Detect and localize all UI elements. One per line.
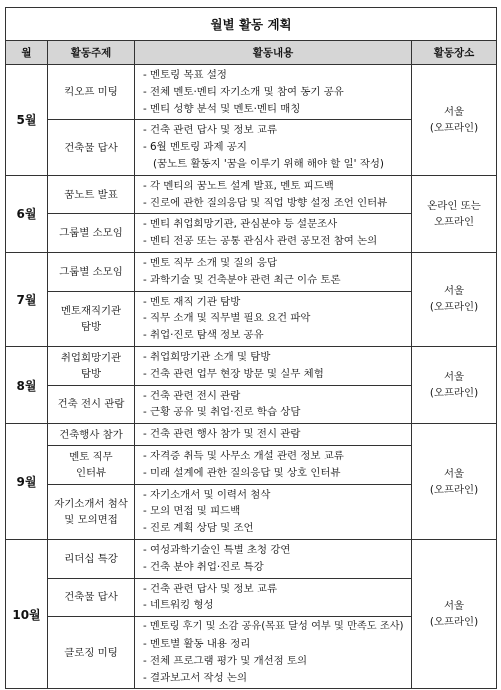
table-row: [6, 539, 497, 578]
place-cell: [412, 539, 497, 688]
activity-list: [143, 542, 405, 576]
activity-item: - 각 멘티의 꿈노트 설계 발표, 멘토 피드백: [143, 179, 334, 192]
activity-item: - 멘티 전공 또는 공통 관심사 관련 공모전 참여 논의: [143, 235, 378, 248]
place-cell: [412, 252, 497, 346]
place-line: 서울: [443, 371, 465, 384]
topic-cell: [48, 424, 135, 446]
activity-item: - 멘티 성향 분석 및 멘토·멘티 매칭: [143, 102, 301, 115]
place-cell: [412, 424, 497, 540]
content-cell: [135, 252, 412, 291]
topic-name: 그룹별 소모임: [59, 227, 123, 240]
activity-item: - 자기소개서 및 이력서 첨삭: [143, 488, 271, 501]
month-label: 9월: [16, 475, 37, 490]
activity-list: [143, 122, 405, 172]
activity-list: [143, 294, 405, 344]
activity-item: - 멘토링 후기 및 소감 공유(목표 달성 여부 및 만족도 조사): [143, 621, 404, 633]
plan-container: [5, 7, 496, 689]
topic-name: 그룹별 소모임: [59, 265, 123, 278]
activity-list: [143, 619, 405, 686]
content-cell: [135, 214, 412, 253]
topic-cell: [48, 120, 135, 175]
place-cell: [412, 346, 497, 423]
topic-name: 탐방: [80, 320, 102, 333]
place-line: (오프라인): [429, 301, 479, 314]
topic-cell: [48, 484, 135, 539]
activity-list: [143, 178, 405, 212]
topic-name: 및 모의면접: [64, 513, 118, 526]
activity-item: - 결과보고서 작성 논의: [143, 671, 247, 684]
activity-item: - 멘티 취업희망기관, 관심분야 등 설문조사: [143, 218, 338, 231]
topic-name: 건축행사 참가: [59, 428, 123, 441]
content-cell: [135, 291, 412, 346]
topic-name: 꿈노트 발표: [64, 188, 118, 201]
place-line: 서울: [443, 105, 465, 118]
header-content: 활동내용: [135, 41, 412, 65]
activity-list: [143, 426, 405, 443]
activity-item: - 멘토 직무 소개 및 질의 응답: [143, 256, 277, 269]
month-cell: [6, 175, 48, 252]
topic-name: 건축물 답사: [64, 141, 118, 154]
activity-item: - 전체 멘토·멘티 자기소개 및 참여 동기 공유: [143, 85, 344, 98]
activity-item: - 과학기술 및 건축분야 관련 최근 이슈 토론: [143, 273, 341, 286]
activity-item: - 진로 계획 상담 및 조언: [143, 522, 254, 535]
month-cell: [6, 539, 48, 688]
topic-cell: [48, 65, 135, 120]
topic-name: 멘토 직무: [69, 450, 113, 463]
activity-item: - 6월 멘토링 과제 공지: [143, 141, 247, 154]
place-line: 서울: [443, 285, 465, 298]
topic-name: 리더십 특강: [64, 552, 118, 565]
activity-list: [143, 581, 405, 615]
header-place: 활동장소: [412, 41, 497, 65]
topic-name: 킥오프 미팅: [64, 86, 118, 99]
month-cell: [6, 424, 48, 540]
activity-item: (꿈노트 활동지 '꿈을 이루기 위해 해야 할 일' 작성): [153, 157, 384, 170]
place-cell: [412, 175, 497, 252]
content-cell: [135, 65, 412, 120]
month-label: 5월: [16, 113, 37, 128]
topic-cell: [48, 346, 135, 385]
month-label: 7월: [16, 292, 37, 307]
topic-name: 탐방: [80, 367, 102, 380]
topic-cell: [48, 291, 135, 346]
place-line: (오프라인): [429, 387, 479, 400]
month-label: 10월: [12, 607, 41, 622]
topic-name: 자기소개서 첨삭: [54, 497, 128, 510]
content-cell: [135, 484, 412, 539]
activity-item: - 자격증 취득 및 사무소 개설 관련 정보 교류: [143, 449, 344, 462]
activity-item: - 건축 관련 행사 참가 및 전시 관람: [143, 428, 301, 441]
header-month: 월: [6, 41, 48, 65]
header-topic: 활동주제: [48, 41, 135, 65]
activity-item: - 전체 프로그램 평가 및 개선점 토의: [143, 654, 308, 667]
activity-item: - 멘토별 활동 내용 정리: [143, 637, 251, 650]
content-cell: [135, 385, 412, 424]
activity-list: [143, 487, 405, 537]
topic-name: 건축물 답사: [64, 591, 118, 604]
activity-item: - 건축 관련 답사 및 정보 교류: [143, 582, 277, 595]
activity-item: - 건축 분야 취업·진로 특강: [143, 560, 264, 573]
content-cell: [135, 120, 412, 175]
month-cell: [6, 65, 48, 176]
activity-list: [143, 388, 405, 422]
table-title: 월별 활동 계획: [6, 8, 497, 41]
activity-list: [143, 255, 405, 289]
table-row: [6, 424, 497, 446]
place-line: 서울: [443, 600, 465, 613]
activity-item: - 모의 면접 및 피드백: [143, 505, 241, 518]
place-line: 오프라인: [433, 215, 475, 228]
table-row: [6, 175, 497, 214]
table-row: [6, 346, 497, 385]
activity-item: - 멘토 재직 기관 탐방: [143, 295, 241, 308]
place-line: (오프라인): [429, 483, 479, 496]
monthly-plan-table: [5, 7, 497, 689]
topic-name: 멘토재직기관: [60, 304, 122, 317]
activity-item: - 멘토링 목표 설정: [143, 69, 227, 81]
activity-item: - 진로에 관한 질의응답 및 직업 방향 설정 조언 인터뷰: [143, 196, 388, 209]
topic-cell: [48, 539, 135, 578]
topic-cell: [48, 578, 135, 617]
activity-item: - 건축 관련 업무 현장 방문 및 실무 체험: [143, 367, 324, 380]
topic-cell: [48, 214, 135, 253]
activity-item: - 근황 공유 및 취업·진로 학습 상담: [143, 406, 301, 419]
topic-cell: [48, 252, 135, 291]
content-cell: [135, 617, 412, 689]
content-cell: [135, 424, 412, 446]
activity-item: - 건축 관련 답사 및 정보 교류: [143, 124, 277, 137]
table-row: [6, 65, 497, 120]
month-cell: [6, 346, 48, 423]
activity-list: [143, 216, 405, 250]
place-line: (오프라인): [429, 616, 479, 629]
activity-item: - 건축 관련 전시 관람: [143, 389, 241, 402]
activity-item: - 여성과학기술인 특별 초청 강연: [143, 543, 291, 556]
topic-cell: [48, 385, 135, 424]
topic-cell: [48, 175, 135, 214]
activity-item: - 네트워킹 형성: [143, 599, 214, 612]
topic-name: 건축 전시 관람: [57, 398, 125, 411]
topic-name: 인터뷰: [75, 466, 107, 479]
content-cell: [135, 578, 412, 617]
table-row: [6, 252, 497, 291]
activity-item: - 직무 소개 및 직무별 필요 요건 파악: [143, 312, 311, 325]
place-line: 서울: [443, 467, 465, 480]
activity-list: [143, 349, 405, 383]
month-label: 8월: [16, 378, 37, 393]
place-line: 온라인 또는: [427, 199, 481, 212]
activity-item: - 취업희망기관 소개 및 탐방: [143, 350, 271, 363]
plan-body: [6, 65, 497, 689]
topic-cell: [48, 617, 135, 689]
activity-item: - 취업·진로 탐색 정보 공유: [143, 329, 264, 342]
place-cell: [412, 65, 497, 176]
place-line: (오프라인): [429, 121, 479, 134]
month-cell: [6, 252, 48, 346]
month-label: 6월: [16, 207, 37, 222]
content-cell: [135, 445, 412, 484]
topic-name: 클로징 미팅: [64, 646, 118, 659]
content-cell: [135, 539, 412, 578]
content-cell: [135, 175, 412, 214]
topic-name: 취업희망기관: [60, 351, 122, 364]
content-cell: [135, 346, 412, 385]
topic-cell: [48, 445, 135, 484]
activity-item: - 미래 설계에 관한 질의응답 및 상호 인터뷰: [143, 466, 341, 479]
activity-list: [143, 67, 405, 117]
activity-list: [143, 448, 405, 482]
